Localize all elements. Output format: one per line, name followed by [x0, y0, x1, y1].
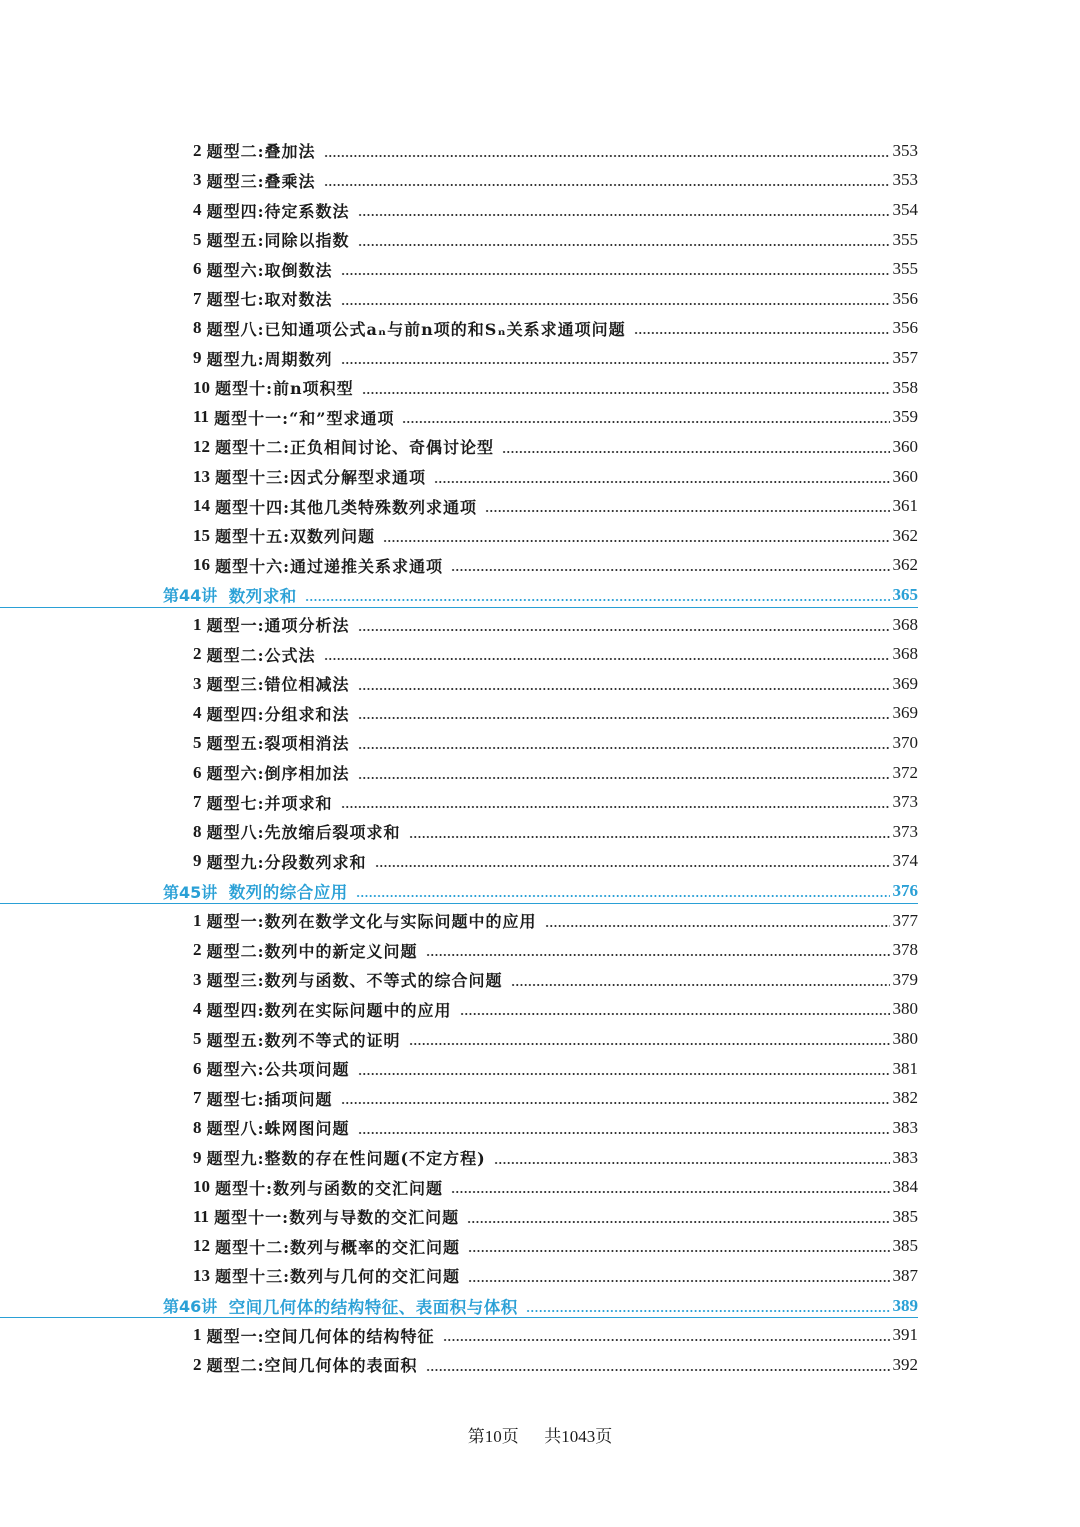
toc-entry[interactable]: [0, 965, 918, 995]
entry-number: 5: [193, 732, 202, 752]
page-number: 365: [892, 584, 918, 604]
entry-title: 题型十一:“和”型求通项: [214, 408, 395, 428]
dot-leader: [426, 1357, 890, 1373]
entry-title: 题型六:公共项问题: [206, 1060, 350, 1080]
entry-title: 题型一:通项分析法: [206, 616, 350, 636]
entry-number: 8: [193, 821, 202, 841]
chapter-number: 第46讲: [163, 1297, 218, 1317]
page-number: 377: [892, 910, 918, 930]
dot-leader: [409, 1031, 890, 1047]
toc-entry[interactable]: [0, 462, 918, 492]
entry-number: 6: [193, 259, 202, 279]
toc-entry[interactable]: [0, 521, 918, 551]
dot-leader: [358, 705, 890, 721]
entry-number: 3: [193, 170, 202, 190]
toc-entry[interactable]: [0, 551, 918, 581]
dot-leader: [356, 883, 890, 899]
toc-entry[interactable]: [0, 402, 918, 432]
toc-entry[interactable]: [0, 669, 918, 699]
toc-entry[interactable]: [0, 1261, 918, 1291]
page-number: 373: [892, 792, 918, 812]
entry-title: 题型五:同除以指数: [206, 231, 350, 251]
toc-entry[interactable]: [0, 432, 918, 462]
entry-number: 12: [193, 1236, 210, 1256]
toc-entry[interactable]: [0, 1232, 918, 1262]
current-page-label: 第10页: [467, 1427, 519, 1446]
page-number: 360: [892, 436, 918, 456]
entry-title: 题型四:待定系数法: [206, 201, 350, 221]
page-number: 380: [892, 999, 918, 1019]
entry-title: 题型十三:数列与几何的交汇问题: [215, 1267, 461, 1287]
page-number: 385: [892, 1236, 918, 1256]
entry-title: 题型三:叠乘法: [206, 171, 316, 191]
toc-entry[interactable]: [0, 1084, 918, 1114]
toc-entry[interactable]: [0, 136, 918, 166]
dot-leader: [358, 232, 890, 248]
entry-title: 题型五:数列不等式的证明: [206, 1030, 401, 1050]
entry-number: 6: [193, 762, 202, 782]
entry-title: 题型九:周期数列: [206, 349, 333, 369]
page-number: 355: [892, 229, 918, 249]
dot-leader: [634, 320, 890, 336]
dot-leader: [467, 1209, 889, 1225]
page-number: 368: [892, 644, 918, 664]
entry-number: 16: [193, 555, 210, 575]
page-number: 353: [892, 170, 918, 190]
toc-entry[interactable]: [0, 639, 918, 669]
dot-leader: [426, 942, 890, 958]
dot-leader: [358, 735, 890, 751]
page-number: 384: [892, 1177, 918, 1197]
entry-number: 7: [193, 1088, 202, 1108]
entry-number: 5: [193, 229, 202, 249]
toc-entry[interactable]: [0, 906, 918, 936]
entry-number: 4: [193, 200, 202, 220]
page-number: 369: [892, 673, 918, 693]
toc-entry[interactable]: [0, 1350, 918, 1380]
page-number: 360: [892, 466, 918, 486]
dot-leader: [341, 794, 890, 810]
entry-number: 7: [193, 792, 202, 812]
entry-title: 题型六:取倒数法: [206, 260, 333, 280]
toc-entry[interactable]: [0, 787, 918, 817]
entry-number: 13: [193, 466, 210, 486]
page-number: 383: [892, 1147, 918, 1167]
chapter-underline: [0, 1317, 918, 1318]
page-number: 378: [892, 940, 918, 960]
entry-number: 10: [193, 1177, 210, 1197]
entry-title: 题型七:取对数法: [206, 290, 333, 310]
entry-title: 题型三:错位相减法: [206, 675, 350, 695]
page-number: 368: [892, 614, 918, 634]
dot-leader: [305, 587, 890, 603]
toc-entry[interactable]: [0, 373, 918, 403]
page-number: 370: [892, 732, 918, 752]
page-number: 362: [892, 555, 918, 575]
entry-title: 题型一:空间几何体的结构特征: [206, 1326, 435, 1346]
toc-entry[interactable]: [0, 254, 918, 284]
dot-leader: [460, 1001, 890, 1017]
dot-leader: [434, 469, 889, 485]
toc-entry[interactable]: [0, 314, 918, 344]
entry-title: 题型八:蛛网图问题: [206, 1119, 350, 1139]
chapter-number: 第44讲: [163, 586, 218, 606]
page-number: 382: [892, 1088, 918, 1108]
page-number: 361: [892, 496, 918, 516]
dot-leader: [324, 646, 890, 662]
entry-title: 题型四:分组求和法: [206, 704, 350, 724]
entry-number: 15: [193, 525, 210, 545]
dot-leader: [402, 409, 889, 425]
page-number: 381: [892, 1058, 918, 1078]
entry-number: 7: [193, 288, 202, 308]
entry-title: 题型七:插项问题: [206, 1089, 333, 1109]
entry-title: 题型六:倒序相加法: [206, 764, 350, 784]
chapter-underline: [0, 607, 918, 608]
entry-number: 3: [193, 969, 202, 989]
toc-entry[interactable]: [0, 728, 918, 758]
dot-leader: [494, 1150, 890, 1166]
dot-leader: [468, 1268, 889, 1284]
total-pages-label: 共1043页: [544, 1427, 613, 1446]
toc-entry[interactable]: [0, 166, 918, 196]
toc-entry[interactable]: [0, 1202, 918, 1232]
entry-number: 9: [193, 1147, 202, 1167]
dot-leader: [511, 972, 890, 988]
entry-number: 2: [193, 1354, 202, 1374]
entry-title: 题型一:数列在数学文化与实际问题中的应用: [206, 912, 537, 932]
entry-number: 5: [193, 1029, 202, 1049]
toc-entry[interactable]: [0, 935, 918, 965]
page-number: 383: [892, 1117, 918, 1137]
chapter-title: 数列求和: [228, 586, 297, 606]
entry-number: 10: [193, 377, 210, 397]
entry-number: 2: [193, 140, 202, 160]
entry-number: 4: [193, 703, 202, 723]
dot-leader: [358, 202, 890, 218]
toc-entry[interactable]: [0, 699, 918, 729]
table-of-contents: [0, 136, 1080, 1380]
entry-number: 11: [193, 407, 210, 427]
page-number: 385: [892, 1206, 918, 1226]
dot-leader: [358, 1120, 890, 1136]
entry-title: 题型十五:双数列问题: [215, 527, 376, 547]
page-number: 391: [892, 1325, 918, 1345]
entry-title: 题型二:公式法: [206, 645, 316, 665]
entry-number: 13: [193, 1265, 210, 1285]
entry-title: 题型十一:数列与导数的交汇问题: [214, 1208, 460, 1228]
toc-entry[interactable]: [0, 758, 918, 788]
dot-leader: [375, 853, 890, 869]
dot-leader: [443, 1327, 890, 1343]
entry-number: 3: [193, 673, 202, 693]
entry-title: 题型九:整数的存在性问题(不定方程): [206, 1149, 486, 1169]
entry-number: 4: [193, 999, 202, 1019]
entry-number: 9: [193, 851, 202, 871]
dot-leader: [358, 1061, 890, 1077]
toc-chapter-entry[interactable]: [0, 580, 918, 610]
dot-leader: [341, 1090, 890, 1106]
entry-number: 11: [193, 1206, 210, 1226]
toc-entry[interactable]: [0, 491, 918, 521]
entry-number: 14: [193, 496, 210, 516]
entry-number: 9: [193, 348, 202, 368]
toc-entry[interactable]: [0, 1024, 918, 1054]
entry-title: 题型十二:数列与概率的交汇问题: [215, 1237, 461, 1257]
page-number: 392: [892, 1354, 918, 1374]
dot-leader: [526, 1298, 890, 1314]
entry-title: 题型八:先放缩后裂项求和: [206, 823, 401, 843]
dot-leader: [451, 557, 889, 573]
toc-entry[interactable]: [0, 225, 918, 255]
entry-number: 1: [193, 910, 202, 930]
entry-number: 8: [193, 1117, 202, 1137]
dot-leader: [362, 380, 890, 396]
toc-chapter-entry[interactable]: [0, 876, 918, 906]
dot-leader: [383, 528, 889, 544]
page-number: 354: [892, 200, 918, 220]
entry-number: 2: [193, 644, 202, 664]
toc-entry[interactable]: [0, 343, 918, 373]
toc-entry[interactable]: [0, 1320, 918, 1350]
page-number: 353: [892, 140, 918, 160]
dot-leader: [358, 765, 890, 781]
entry-number: 6: [193, 1058, 202, 1078]
page-number: 376: [892, 881, 918, 901]
page-number: 358: [892, 377, 918, 397]
dot-leader: [502, 439, 889, 455]
entry-title: 题型二:数列中的新定义问题: [206, 941, 418, 961]
toc-entry[interactable]: [0, 1172, 918, 1202]
entry-number: 1: [193, 1325, 202, 1345]
entry-title: 题型二:空间几何体的表面积: [206, 1356, 418, 1376]
entry-title: 题型十四:其他几类特殊数列求通项: [215, 497, 478, 517]
entry-title: 题型十六:通过递推关系求通项: [215, 556, 444, 576]
page-number: 379: [892, 969, 918, 989]
dot-leader: [341, 350, 890, 366]
toc-chapter-entry[interactable]: [0, 1291, 918, 1321]
entry-title: 题型十二:正负相间讨论、奇偶讨论型: [215, 438, 495, 458]
entry-number: 8: [193, 318, 202, 338]
toc-entry[interactable]: [0, 195, 918, 225]
page-number: 380: [892, 1029, 918, 1049]
entry-number: 2: [193, 940, 202, 960]
chapter-number: 第45讲: [163, 882, 218, 902]
page-number: 369: [892, 703, 918, 723]
page-number: 387: [892, 1265, 918, 1285]
page-number: 372: [892, 762, 918, 782]
entry-title: 题型三:数列与函数、不等式的综合问题: [206, 971, 503, 991]
dot-leader: [341, 291, 890, 307]
page-number: 362: [892, 525, 918, 545]
page-number: 359: [892, 407, 918, 427]
toc-entry[interactable]: [0, 847, 918, 877]
dot-leader: [358, 676, 890, 692]
page-number: 357: [892, 348, 918, 368]
entry-title: 题型四:数列在实际问题中的应用: [206, 1000, 452, 1020]
entry-number: 1: [193, 614, 202, 634]
entry-title: 题型二:叠加法: [206, 142, 316, 162]
dot-leader: [324, 143, 890, 159]
entry-title: 题型九:分段数列求和: [206, 852, 367, 872]
page-number: 389: [892, 1295, 918, 1315]
page-number: 356: [892, 318, 918, 338]
dot-leader: [409, 824, 890, 840]
dot-leader: [468, 1238, 889, 1254]
page-number: 356: [892, 288, 918, 308]
dot-leader: [451, 1179, 889, 1195]
page-number: 373: [892, 821, 918, 841]
entry-title: 题型七:并项求和: [206, 793, 333, 813]
dot-leader: [545, 913, 890, 929]
toc-entry[interactable]: [0, 817, 918, 847]
toc-entry[interactable]: [0, 284, 918, 314]
dot-leader: [341, 261, 890, 277]
chapter-underline: [0, 903, 918, 904]
entry-title: 题型八:已知通项公式aₙ与前n项的和Sₙ关系求通项问题: [206, 319, 626, 339]
chapter-title: 空间几何体的结构特征、表面积与体积: [228, 1297, 518, 1317]
toc-entry[interactable]: [0, 995, 918, 1025]
page-footer: [0, 1422, 1080, 1447]
entry-title: 题型十:数列与函数的交汇问题: [215, 1178, 444, 1198]
toc-entry[interactable]: [0, 610, 918, 640]
page-number: 355: [892, 259, 918, 279]
entry-title: 题型十三:因式分解型求通项: [215, 468, 427, 487]
entry-title: 题型十:前n项积型: [215, 379, 354, 399]
dot-leader: [485, 498, 889, 514]
toc-entry[interactable]: [0, 1113, 918, 1143]
entry-number: 12: [193, 436, 210, 456]
toc-entry[interactable]: [0, 1143, 918, 1173]
toc-entry[interactable]: [0, 1054, 918, 1084]
chapter-title: 数列的综合应用: [228, 883, 348, 903]
dot-leader: [358, 617, 890, 633]
entry-title: 题型五:裂项相消法: [206, 734, 350, 754]
page-number: 374: [892, 851, 918, 871]
dot-leader: [324, 172, 890, 188]
